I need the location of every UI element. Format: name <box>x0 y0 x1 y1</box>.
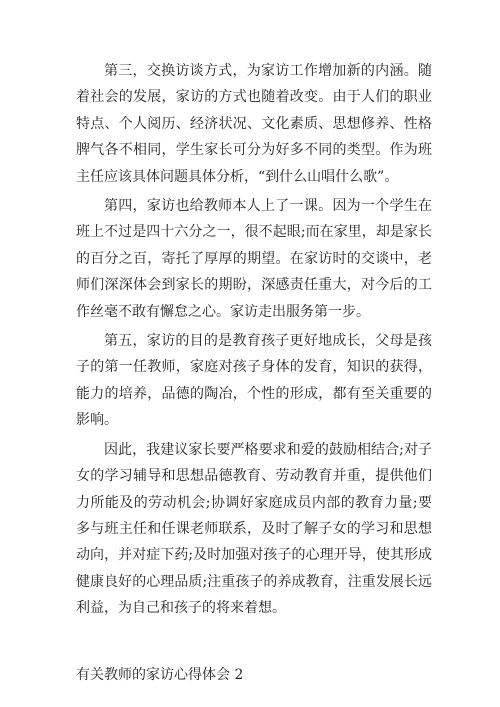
paragraph-suggestion: 因此，我建议家长要严格要求和爱的鼓励相结合;对子女的学习辅导和思想品德教育、劳动教育并重，提供他们力所能及的劳动机会;协调好家庭成员内部的教育力量;要多与班主任和任课老师联系，及时了解子女的学习和思想动向，并对症下药;及时加强对孩子的心理开导，使其形成健康良好的心理品质;注重孩子的养成教育，注重发展长远利益，为自己和孩子的将来着想。 <box>76 441 432 617</box>
paragraph-fourth-point: 第四，家访也给教师本人上了一课。因为一个学生在班上不过是四十六分之一，很不起眼;而在家里，却是家长的百分之百，寄托了厚厚的期望。在家访时的交谈中，老师们深深体会到家长的期盼，深感责任重大，对今后的工作丝毫不敢有懈怠之心。家访走出服务第一步。 <box>76 198 432 320</box>
section-title: 有关教师的家访心得体会 2 <box>76 666 244 683</box>
paragraph-third-point: 第三，交换访谈方式，为家访工作增加新的内涵。随着社会的发展，家访的方式也随着改变。由于人们的职业特点、个人阅历、经济状况、文化素质、思想修养、性格脾气各不相同，学生家长可分为好多不同的类型。作为班主任应该具体问题具体分析，“到什么山唱什么歌”。 <box>76 63 432 185</box>
document-body <box>76 58 432 688</box>
paragraph-fifth-point: 第五，家访的目的是教育孩子更好地成长，父母是孩子的第一任教师，家庭对孩子身体的发育，知识的获得，能力的培养，品德的陶冶，个性的形成，都有至关重要的影响。 <box>76 333 432 429</box>
